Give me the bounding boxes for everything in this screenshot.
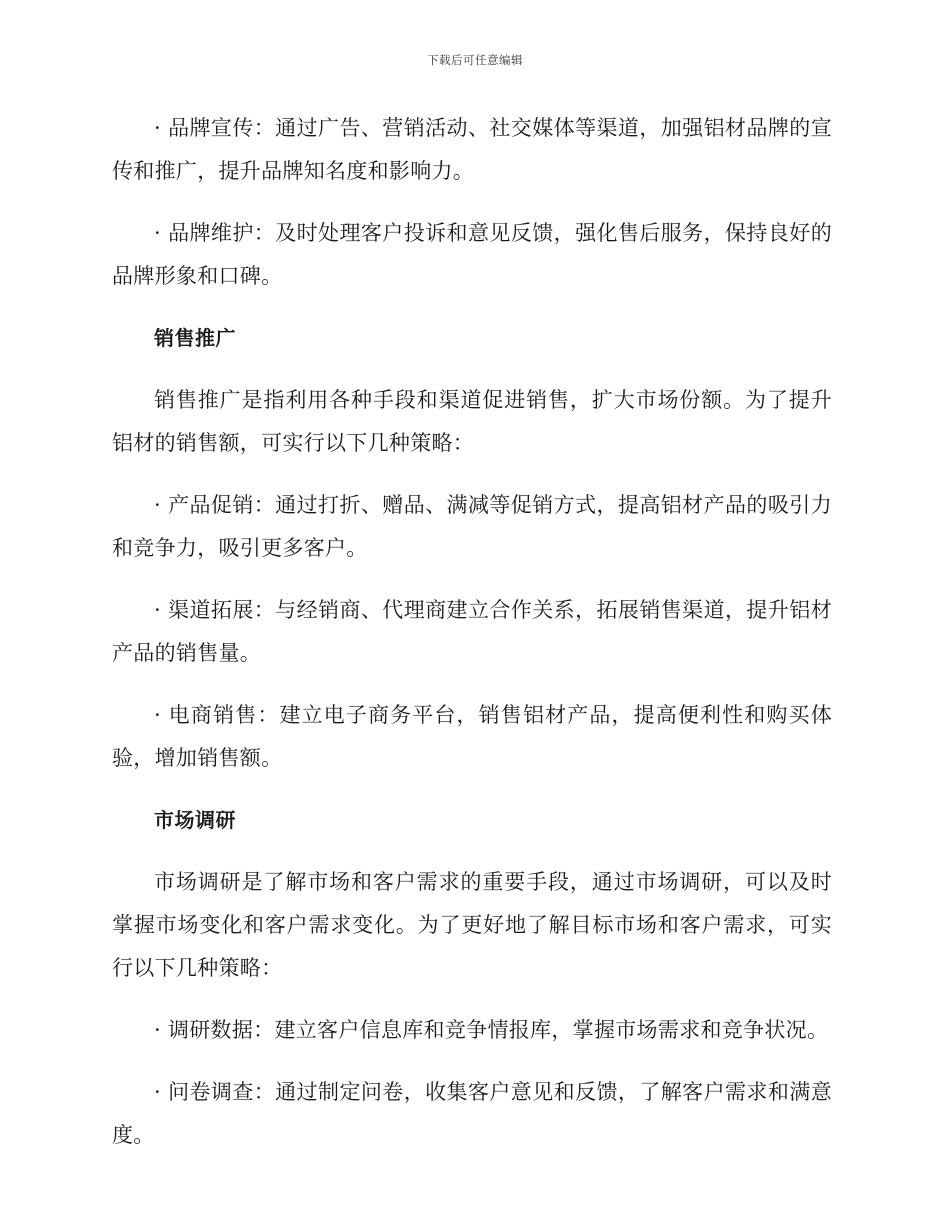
bullet-ecommerce-sales: · 电商销售：建立电子商务平台，销售铝材产品，提高便利性和购买体验，增加销售额。 xyxy=(112,703,832,770)
bullet-brand-maintenance: · 品牌维护：及时处理客户投诉和意见反馈，强化售后服务，保持良好的品牌形象和口碑。 xyxy=(112,221,832,288)
section-heading-sales-promotion: 销售推广 xyxy=(154,326,236,350)
page-header: 下载后可任意编辑 xyxy=(427,53,523,67)
bullet-research-data: · 调研数据：建立客户信息库和竞争情报库，掌握市场需求和竞争状况。 xyxy=(154,1018,829,1042)
bullet-product-promotion: · 产品促销：通过打折、赠品、满减等促销方式，提高铝材产品的吸引力和竞争力，吸引更多客户。 xyxy=(112,493,832,560)
paragraph-market-research-intro: 市场调研是了解市场和客户需求的重要手段，通过市场调研，可以及时掌握市场变化和客户需求变化。为了更好地了解目标市场和客户需求，可实行以下几种策略： xyxy=(112,870,832,980)
bullet-channel-expansion: · 渠道拓展：与经销商、代理商建立合作关系，拓展销售渠道，提升铝材产品的销售量。 xyxy=(112,598,832,665)
section-heading-market-research: 市场调研 xyxy=(154,808,236,832)
document-body xyxy=(112,107,832,1176)
bullet-brand-promotion: · 品牌宣传：通过广告、营销活动、社交媒体等渠道，加强铝材品牌的宣传和推广，提升品牌知名度和影响力。 xyxy=(112,116,832,183)
paragraph-sales-promotion-intro: 销售推广是指利用各种手段和渠道促进销售，扩大市场份额。为了提升铝材的销售额，可实行以下几种策略： xyxy=(112,388,832,455)
bullet-questionnaire-survey: · 问卷调查：通过制定问卷，收集客户意见和反馈，了解客户需求和满意度。 xyxy=(112,1080,832,1147)
